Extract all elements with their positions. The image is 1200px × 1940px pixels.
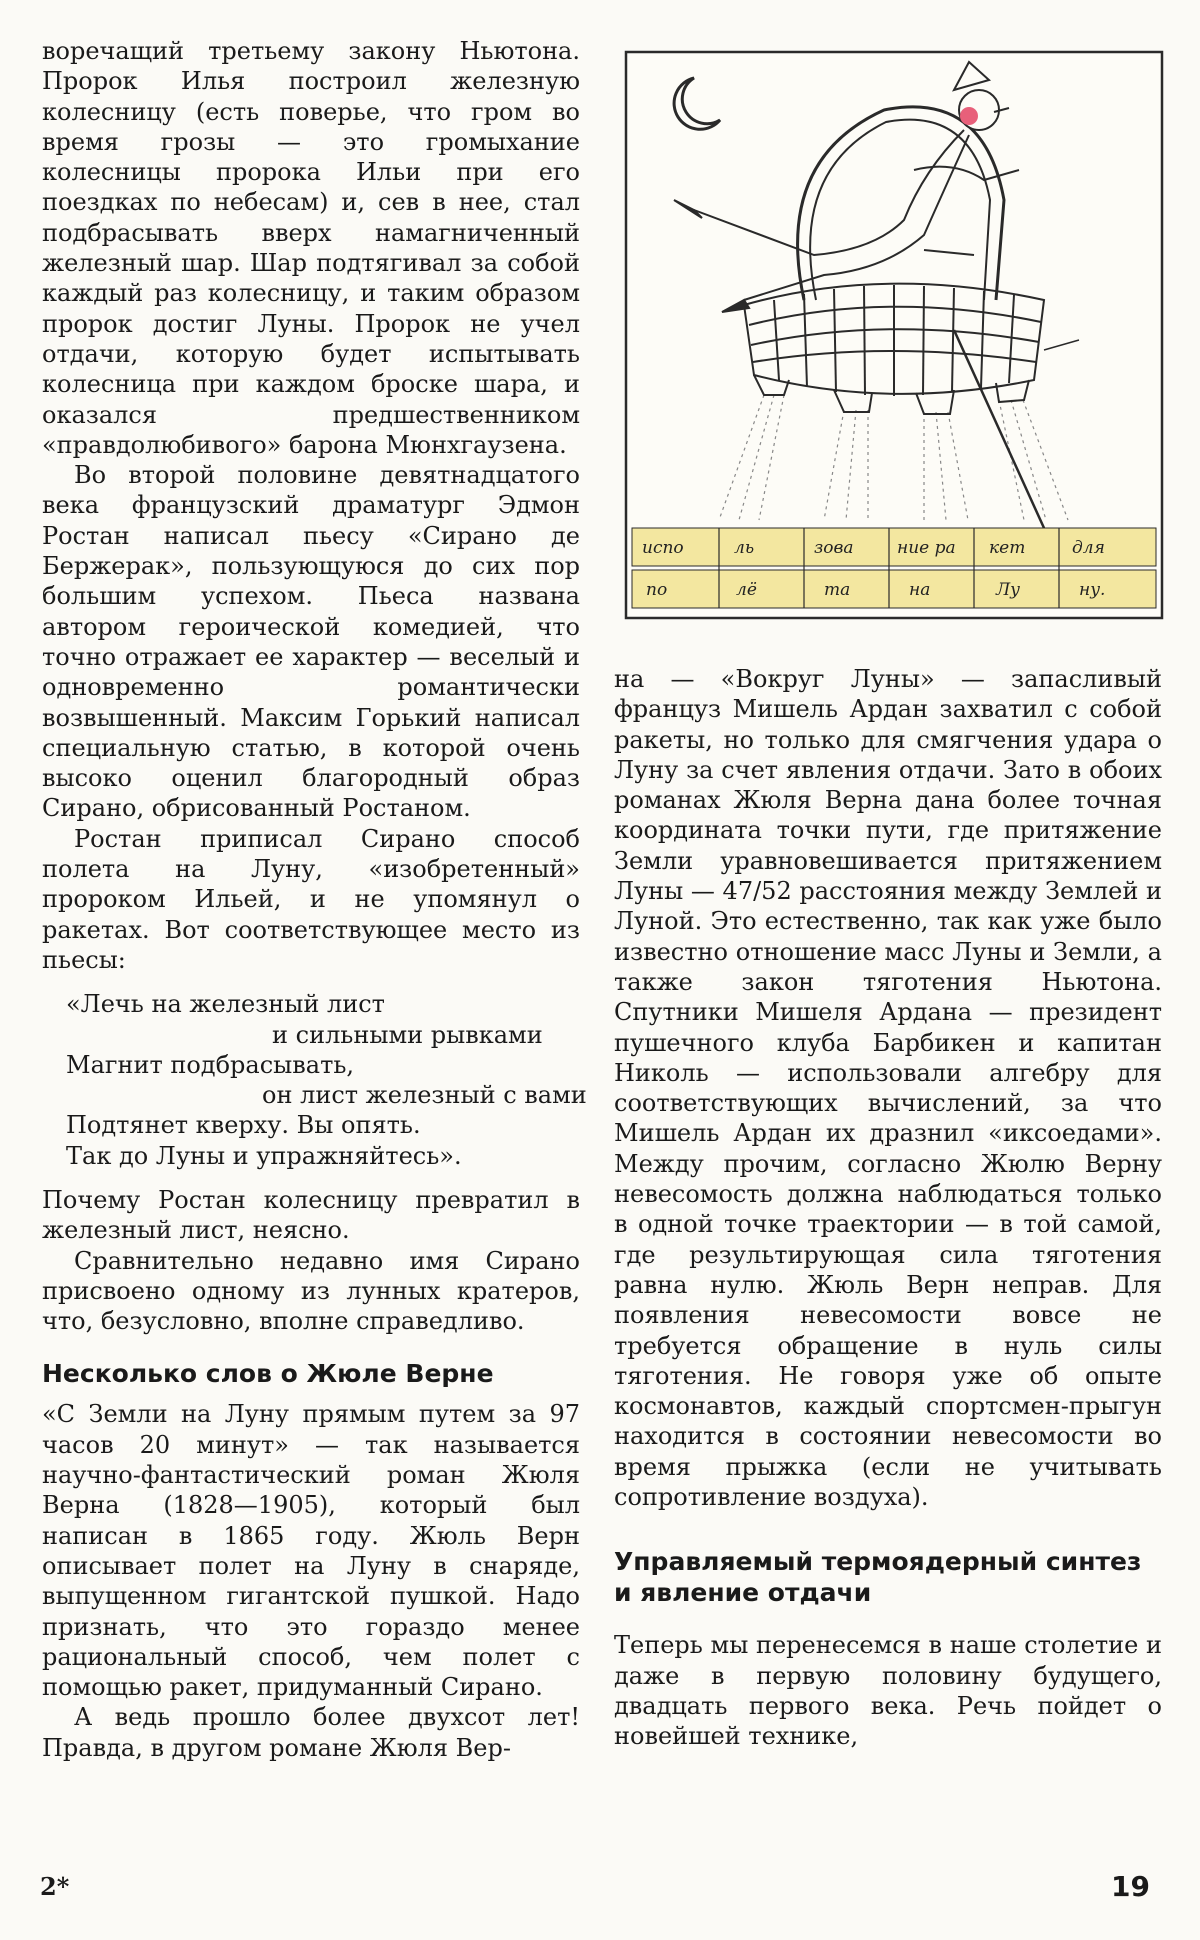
- strip-syllable: кет: [989, 538, 1026, 558]
- strip-syllable: ну.: [1079, 580, 1106, 600]
- strip-syllable: та: [824, 580, 851, 600]
- paragraph: «С Земли на Луну прямым путем за 97 часов 20 минут» — так называется научно-фантастический роман Жюля Верна (1828—1905), который был написан в 1865 году. Жюль Верн описывает полет на Луну в снаряде, выпущенном гигантской пушкой. Надо признать, что это гораздо менее рациональный способ, чем полет с помощью ракет, придуманный Сирано.: [42, 1400, 580, 1702]
- verse-line: Магнит подбрасывать,: [66, 1050, 355, 1079]
- strip-syllable: на: [909, 580, 931, 600]
- strip-syllable: по: [646, 580, 668, 600]
- paragraph: А ведь прошло более двухсот лет! Правда, в другом романе Жюля Вер-: [42, 1703, 580, 1762]
- strip-syllable: лё: [736, 580, 757, 600]
- paragraph: на — «Вокруг Луны» — запасливый француз Мишель Ардан захватил с собой ракеты, но только для смягчения удара о Луну за счет явления отдачи. Зато в обоих романах Жюля Верна дана более точная координата точки пути, где притяжение Земли уравновешивается притяжением Луны — 47/52 расстояния между Землей и Луной. Это естественно, так как уже было известно отношение масс Луны и Земли, а также закон тяготения Ньютона. Спутники Мишеля Ардана — президент пушечного клуба Барбикен и капитан Николь — использовали алгебру для соответствующих вычислений, за что Мишель Ардан их дразнил «иксоедами». Между прочим, согласно Жюлю Верну невесомость должна наблюдаться только в одной точке траектории — в той самой, где результирующая сила тяготения равна нулю. Жюль Верн неправ. Для появления невесомости вовсе не требуется обращение в нуль силы тяготения. Не говоря уже об опыте космонавтов, каждый спортсмен-прыгун находится в состоянии невесомости во время прыжка (если не учитывать сопротивление воздуха).: [614, 665, 1162, 1512]
- strip-syllable: испо: [642, 538, 684, 558]
- illustration-drawing: [624, 50, 1164, 620]
- verse-line: и сильными рывками: [272, 1020, 543, 1049]
- paragraph: Почему Ростан колесницу превратил в железный лист, неясно.: [42, 1185, 580, 1245]
- verse-line: он лист железный с вами: [262, 1081, 587, 1110]
- right-column: [614, 664, 1162, 1752]
- verse-line: Подтянет кверху. Вы опять.: [66, 1111, 421, 1140]
- cheek-blush: [960, 107, 978, 125]
- verse-quote: [42, 989, 587, 1171]
- verse-line: «Лечь на железный лист: [66, 990, 385, 1019]
- section-heading: Управляемый термоядерный синтез и явление отдачи: [614, 1547, 1142, 1608]
- strip-syllable: для: [1072, 538, 1105, 558]
- strip-syllable: зова: [814, 538, 854, 558]
- signature-mark: 2*: [40, 1872, 70, 1901]
- paragraph: Во второй половине девятнадцатого века французский драматург Эдмон Ростан написал пьесу «Сирано де Бержерак», пользующуюся до сих пор большим успехом. Пьеса названа автором героической комедией, что точно отражает ее характер — веселый и одновременно романтически возвышенный. Максим Горький написал специальную статью, в которой очень высоко оценил благородный образ Сирано, обрисованный Ростаном.: [42, 461, 580, 823]
- verse-line: Так до Луны и упражняйтесь».: [66, 1141, 462, 1170]
- strip-syllable: ль: [734, 538, 755, 558]
- caption-band-bottom: [632, 570, 1156, 608]
- paragraph: воречащий третьему закону Ньютона. Пророк Илья построил железную колесницу (есть поверье, что гром во время грозы — это громыхание колесницы пророка Ильи при его поездках по небесам) и, сев в нее, стал подбрасывать вверх намагниченный железный шар. Шар подтягивал за собой каждый раз колесницу, и таким образом пророк достиг Луны. Пророк не учел отдачи, которую будет испытывать колесница при каждом броске шара, и оказался предшественником «правдолюбивого» барона Мюнхгаузена.: [42, 37, 580, 459]
- paragraph: Ростан приписал Сирано способ полета на Луну, «изобретенный» пророком Ильей, и не упомянул о ракетах. Вот соответствующее место из пьесы:: [42, 824, 580, 974]
- page-number: 19: [1111, 1870, 1150, 1903]
- strip-syllable: ние ра: [897, 538, 956, 558]
- paragraph: Сравнительно недавно имя Сирано присвоено одному из лунных кратеров, что, безусловно, вполне справедливо.: [42, 1246, 580, 1336]
- left-column: [42, 36, 587, 1763]
- paragraph: Теперь мы перенесемся в наше столетие и даже в первую половину будущего, двадцать первого века. Речь пойдет о новейшей технике,: [614, 1631, 1162, 1751]
- illustration-basket-flight: [624, 50, 1164, 620]
- strip-syllable: Лу: [996, 580, 1021, 600]
- section-heading: Несколько слов о Жюле Верне: [42, 1359, 494, 1389]
